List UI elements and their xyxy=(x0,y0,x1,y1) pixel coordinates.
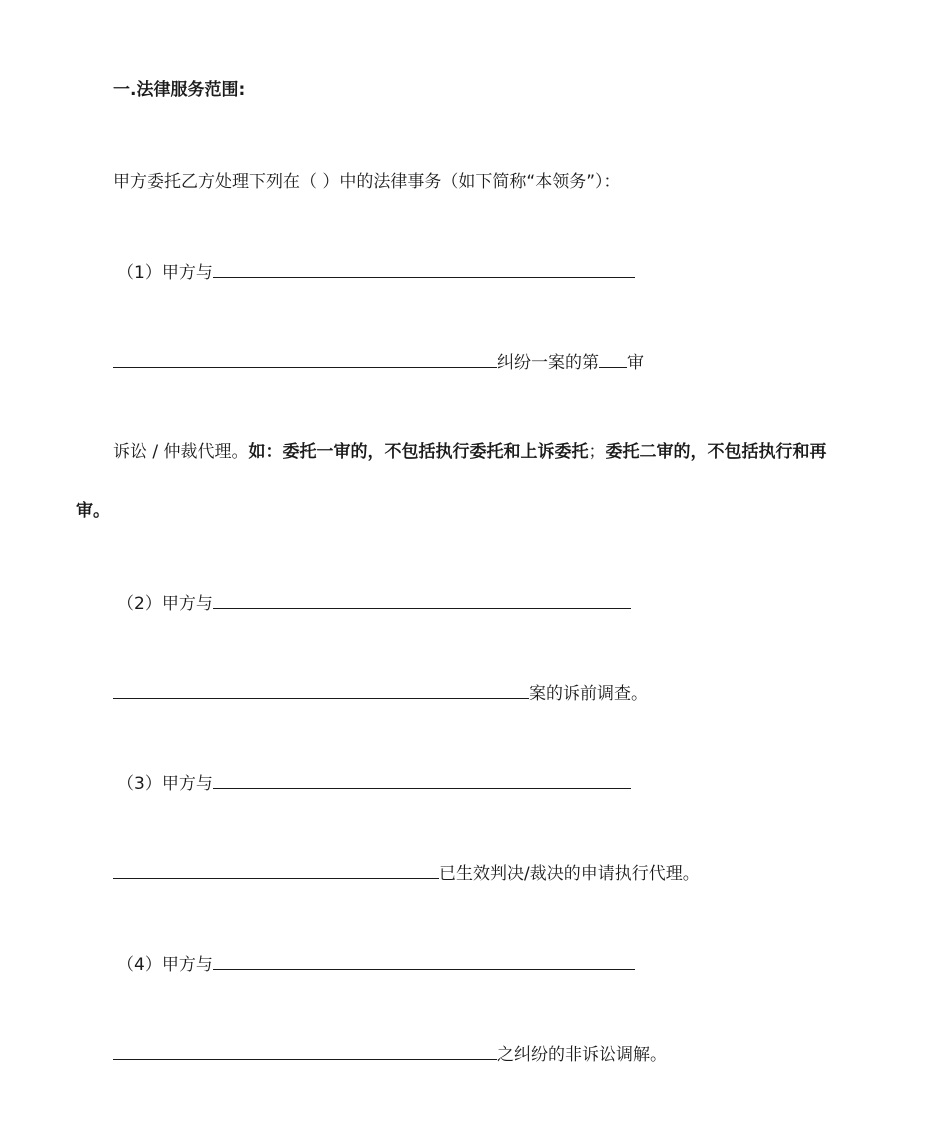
litigation-note-bold-3: 审。 xyxy=(76,501,110,521)
item-4-prefix: （4）甲方与 xyxy=(117,955,213,975)
item-1-suffix: 纠纷一案的第 xyxy=(497,353,599,373)
item-1-line-1 xyxy=(117,261,635,284)
litigation-note-bold-1: 如：委托一审的，不包括执行委托和上诉委托 xyxy=(248,442,589,462)
item-1-line-2 xyxy=(113,351,644,374)
item-2-line-1 xyxy=(117,592,631,615)
item-2-blank-party[interactable] xyxy=(213,592,631,609)
item-4-line-2 xyxy=(113,1043,667,1066)
item-2-prefix: （2）甲方与 xyxy=(117,594,213,614)
intro-paragraph xyxy=(113,171,621,193)
litigation-note-bold-2: 委托二审的，不包括执行和再 xyxy=(605,442,827,462)
item-3-blank-party[interactable] xyxy=(213,772,631,789)
item-3-line-1 xyxy=(117,772,631,795)
section-heading-text: 一.法律服务范围: xyxy=(113,80,246,100)
item-2-blank-case[interactable] xyxy=(113,682,529,699)
section-heading xyxy=(113,79,245,101)
item-1-prefix: （1）甲方与 xyxy=(117,263,213,283)
item-3-suffix: 已生效判决/裁决的申请执行代理。 xyxy=(439,864,700,884)
item-4-line-1 xyxy=(117,953,635,976)
item-4-suffix: 之纠纷的非诉讼调解。 xyxy=(497,1045,667,1065)
item-3-line-2 xyxy=(113,862,700,885)
item-1-blank-instance[interactable] xyxy=(599,351,627,368)
item-4-blank-dispute[interactable] xyxy=(113,1043,497,1060)
litigation-note-line-1 xyxy=(113,441,827,463)
item-3-prefix: （3）甲方与 xyxy=(117,774,213,794)
litigation-note-sep: ； xyxy=(588,442,606,462)
item-1-blank-dispute[interactable] xyxy=(113,351,497,368)
item-1-suffix-2: 审 xyxy=(627,353,644,373)
intro-text: 甲方委托乙方处理下列在（ ）中的法律事务（如下简称“本领务”）： xyxy=(113,172,621,192)
item-2-line-2 xyxy=(113,682,648,705)
item-2-suffix: 案的诉前调查。 xyxy=(529,684,648,704)
item-1-blank-party[interactable] xyxy=(213,261,635,278)
litigation-note-lead: 诉讼 / 仲裁代理。 xyxy=(113,442,249,462)
item-3-blank-judgment[interactable] xyxy=(113,862,439,879)
item-4-blank-party[interactable] xyxy=(213,953,635,970)
litigation-note-line-2 xyxy=(76,500,110,522)
